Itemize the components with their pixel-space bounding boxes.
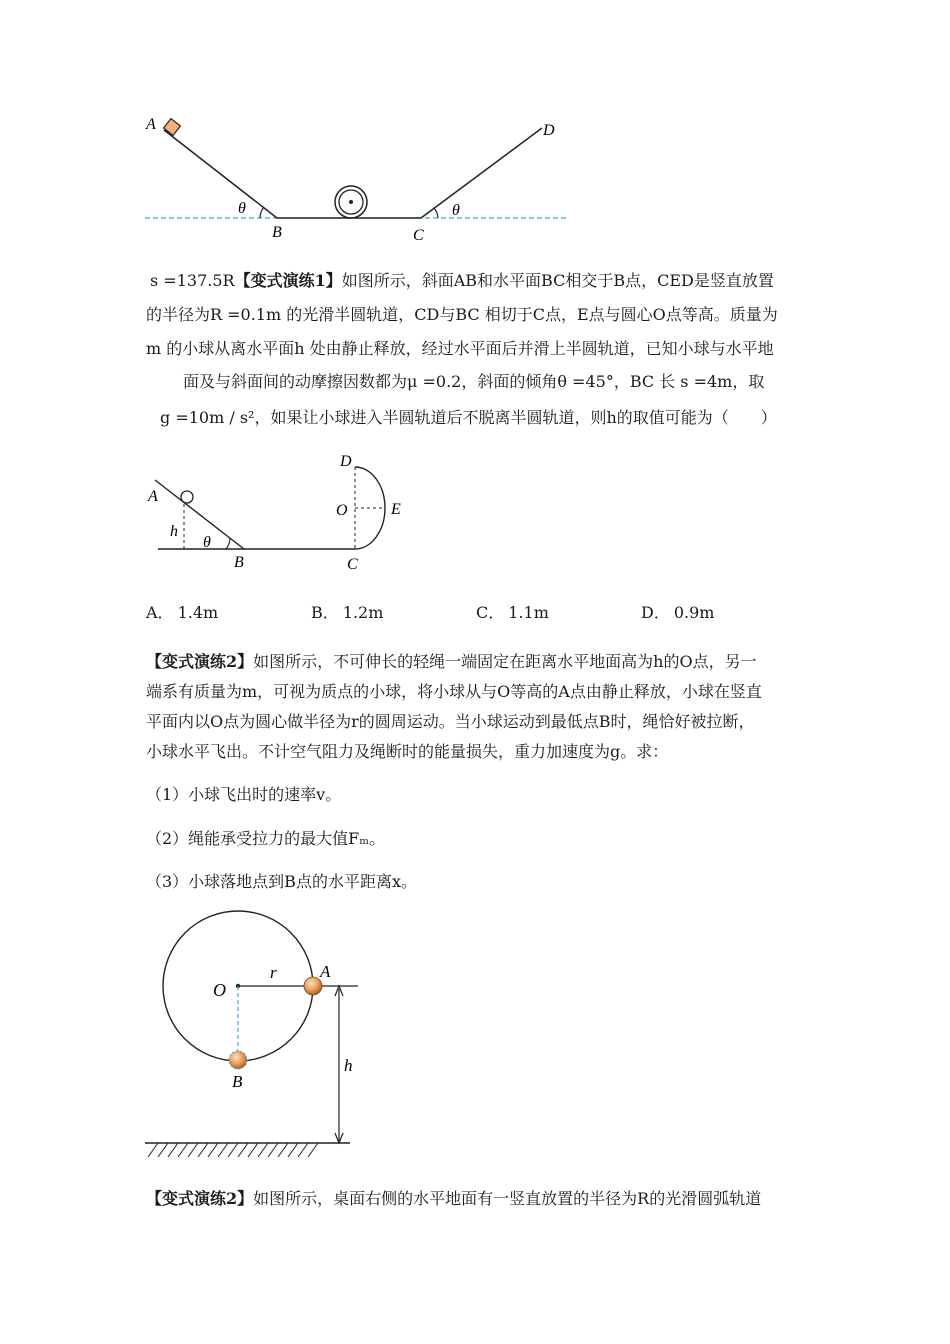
incline-ab [164,130,277,218]
problem2-text-4: 小球水平飞出。不计空气阻力及绳断时的能量损失，重力加速度为g。求： [146,742,669,761]
problem2-text-2: 端系有质量为m，可视为质点的小球，将小球从与O等高的A点由静止释放，小球在竖直 [146,682,762,701]
problem3-tag: 【变式演练2】 [146,1189,254,1208]
option-a-value: 1.4m [177,603,219,622]
problem1-tag: 【变式演练1】 [234,271,342,290]
figure-circular-motion [140,905,380,1165]
option-d-letter: D． [641,603,670,622]
figure-semicircle-track [140,450,420,575]
angle-arc [226,538,230,549]
option-b-value: 1.2m [342,603,384,622]
incline-cd [421,128,542,218]
angle-arc-right [434,208,438,218]
ball [181,491,193,503]
label-theta: θ [203,534,211,551]
ground-hatching [148,1143,318,1157]
option-c-value: 1.1m [508,603,549,622]
ball-b [229,1051,247,1069]
problem1-text-5: g =10m / s²，如果让小球进入半圆轨道后不脱离半圆轨道，则h的取值可能为（ ） [160,408,777,427]
figure-inclines [140,110,580,245]
problem1-text-1: 如图所示，斜面AB和水平面BC相交于B点，CED是竖直放置 [341,271,774,290]
label-a: A [146,116,156,133]
label-o: O [213,980,226,1000]
option-c-letter: C． [476,603,505,622]
problem2-text-1: 如图所示，不可伸长的轻绳一端固定在距离水平地面高为h的O点，另一 [253,652,757,671]
problem1-text-3: m 的小球从离水平面h 处由静止释放，经过水平面后并滑上半圆轨道，已知小球与水平地 [146,339,774,358]
option-c[interactable] [476,600,549,623]
label-d: D [543,122,555,139]
label-e: E [391,501,401,518]
option-d-value: 0.9m [673,603,715,622]
label-b: B [232,1072,243,1091]
label-r: r [270,963,277,982]
label-a: A [148,488,158,505]
ring-center-dot [349,200,353,204]
option-a[interactable] [146,600,218,623]
question-1: （1）小球飞出时的速率v。 [146,785,342,804]
label-h: h [170,523,178,540]
option-b[interactable] [311,600,383,623]
label-c: C [413,227,424,244]
block-icon [164,119,181,136]
label-a: A [320,962,331,981]
label-theta-right: θ [452,202,460,219]
angle-arc-left [260,207,264,218]
problem3-text-1: 如图所示，桌面右侧的水平地面有一竖直放置的半径为R的光滑圆弧轨道 [253,1189,762,1208]
problem2-tag: 【变式演练2】 [146,652,254,671]
problem3-line1 [146,1186,761,1209]
question-3: （3）小球落地点到B点的水平距离x。 [146,872,417,891]
label-b: B [272,224,282,241]
problem1-line1 [150,268,774,291]
label-h: h [344,1056,353,1075]
label-theta-left: θ [238,200,246,217]
problem2-line1 [146,649,757,672]
problem1-text-2: 的半径为R =0.1m 的光滑半圆轨道，CD与BC 相切于C点，E点与圆心O点等高。质量为 [146,305,778,324]
option-d[interactable] [641,600,714,623]
label-b: B [234,554,244,571]
problem2-text-3: 平面内以O点为圆心做半径为r的圆周运动。当小球运动到最低点B时，绳恰好被拉断， [146,712,755,731]
incline [155,480,244,549]
label-c: C [347,556,358,573]
label-d: D [340,453,352,470]
question-2: （2）绳能承受拉力的最大值Fₘ。 [146,829,386,848]
option-a-letter: A． [146,603,174,622]
s-value: s =137.5R [150,271,235,290]
problem1-text-4: 面及与斜面间的动摩擦因数都为μ =0.2，斜面的倾角θ =45°，BC 长 s =4m，取 [183,372,765,391]
label-o: O [336,502,348,519]
option-b-letter: B． [311,603,339,622]
